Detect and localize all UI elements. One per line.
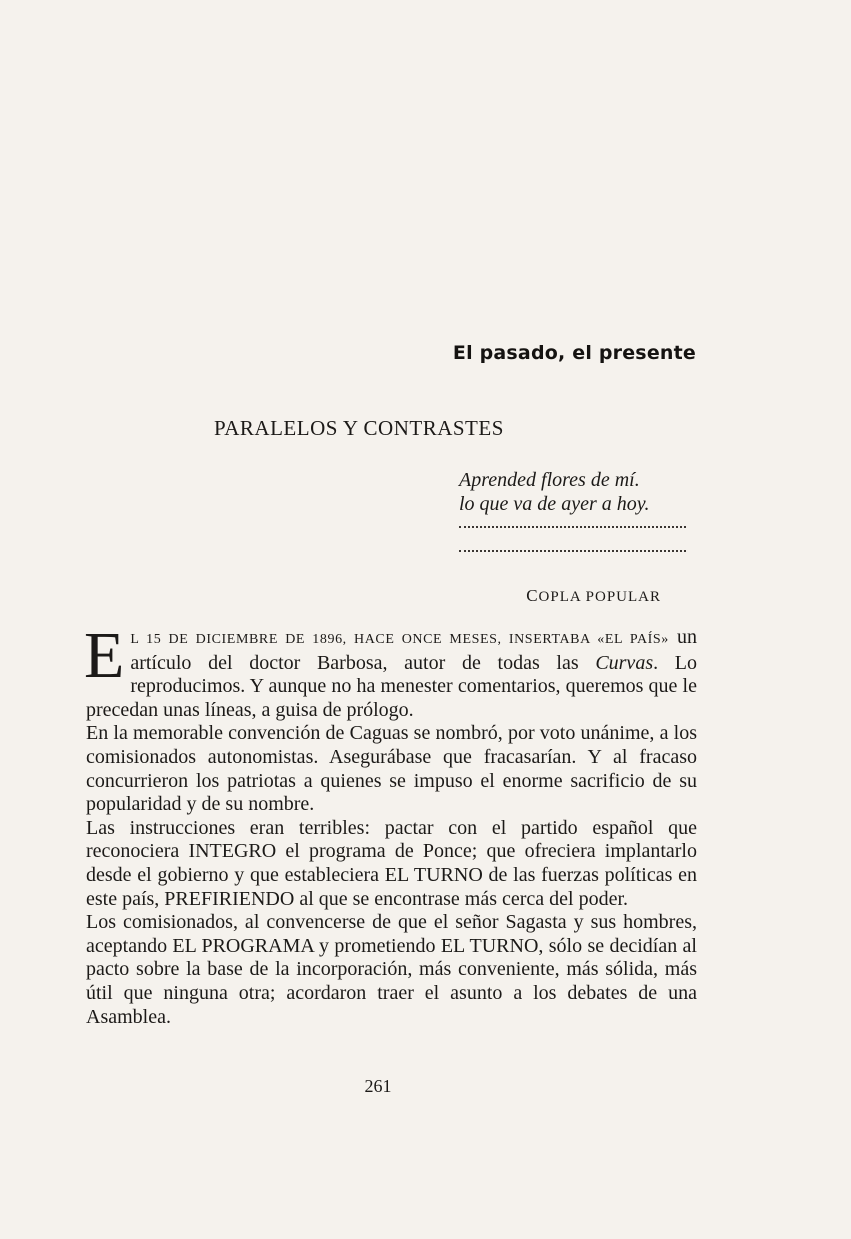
paragraph-4 [86,911,697,1029]
body-text [84,619,698,1029]
paragraph-3 [86,817,697,911]
paragraph-1 [84,619,698,722]
paragraph-4-text: Los comisionados, al convencerse de que el señor Sagasta y sus hombres, aceptando EL PROGRAMA y prometiendo EL TURNO, sólo se decidían al pacto sobre la base de la incorporación, más conveniente, más sólida, más útil que ninguna otra; acordaron traer el asunto a los debates de una Asamblea. [86,911,697,1028]
attribution-rest: OPLA POPULAR [538,589,661,605]
paragraph-3-text: Las instrucciones eran terribles: pactar con el partido español que reconociera INTEGRO el programa de Ponce; que ofreciera implantarlo desde el gobierno y que estableciera EL TURNO de las fuerzas políticas en este país, PREFIRIENDO al que se encontrase más cerca del poder. [86,816,697,910]
chapter-title: PARALELOS Y CONTRASTES [214,416,504,440]
paragraph-1-text-a: un artículo del doctor Barbosa, autor de todas las [130,626,698,674]
epigraph [459,468,650,516]
ellipsis-dots-2 [459,550,686,552]
epigraph-line-2: lo que va de ayer a hoy. [459,493,650,515]
epigraph-line-1: Aprended flores de mí. [459,469,640,491]
paragraph-2-text: En la memorable convención de Caguas se nombró, por voto unánime, a los comisionados autonomistas. Asegurábase que fracasarían. Y al fracaso concurrieron los patriotas a quienes se impuso el enorme sacrificio de su popularidad y de su nombre. [86,722,697,816]
paragraph-2 [86,722,697,816]
ellipsis-dots-1 [459,526,686,528]
paragraph-1-lead: L 15 DE DICIEMBRE DE 1896, HACE ONCE MESES, INSERTABA «EL PAÍS» [130,632,669,647]
drop-cap: E [84,619,125,692]
epigraph-attribution [526,586,661,606]
paragraph-1-text-b: . Lo reproducimos. Y aunque no ha menester comentarios, queremos que le precedan unas líneas, a guisa de prólogo. [86,651,698,721]
paragraph-1-italic: Curvas [595,651,654,674]
page-number: 261 [364,1076,392,1096]
section-title: El pasado, el presente [452,342,696,364]
attribution-initial: C [526,586,539,605]
